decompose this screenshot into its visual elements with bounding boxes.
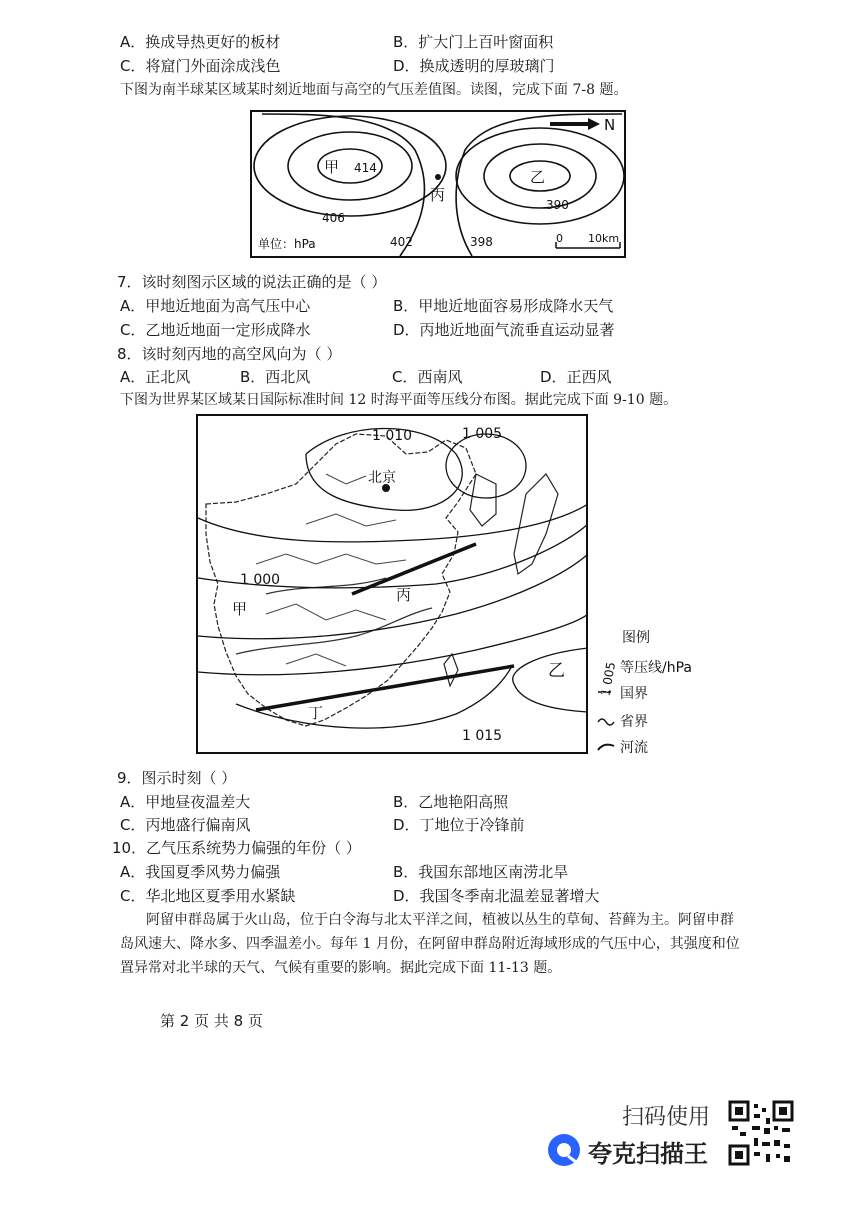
legend-isobar: 等压线/hPa xyxy=(620,660,692,676)
intro-9-10: 下图为世界某区域某日国际标准时间 12 时海平面等压线分布图。据此完成下面 9-10 题。 xyxy=(120,392,678,408)
passage-line-2: 岛风速大、降水多、四季温差小。每年 1 月份，在阿留申群岛附近海域形成的气压中心，其强度和位 xyxy=(120,936,740,952)
q7-option-d: D．丙地近地面气流垂直运动显著 xyxy=(393,321,615,339)
q8-option-a: A．正北风 xyxy=(120,368,191,386)
label-beijing: 北京 xyxy=(368,470,396,486)
isobar-1005: 1 005 xyxy=(462,426,503,442)
q6-option-a: A．换成导热更好的板材 xyxy=(120,33,281,51)
scan-label: 扫码使用 xyxy=(622,1105,711,1130)
isobar-map-figure xyxy=(196,414,588,754)
label-jia: 甲 xyxy=(324,158,340,176)
intro-7-8: 下图为南半球某区域某时刻近地面与高空的气压差值图。读图，完成下面 7-8 题。 xyxy=(120,82,628,98)
north-label: N xyxy=(604,116,616,134)
q7-stem: 7．该时刻图示区域的说法正确的是（ ） xyxy=(117,273,387,291)
label-jia-map: 甲 xyxy=(232,600,248,618)
isobar-1015: 1 015 xyxy=(462,728,503,744)
q9-stem: 9．图示时刻（ ） xyxy=(117,769,237,787)
scale-0: 0 xyxy=(556,232,563,245)
label-yi: 乙 xyxy=(530,168,546,186)
map-legend xyxy=(592,626,712,756)
qr-code-icon[interactable] xyxy=(728,1100,794,1166)
label-yi-map: 乙 xyxy=(548,661,565,681)
q9-option-c: C．丙地盛行偏南风 xyxy=(120,816,251,834)
label-406: 406 xyxy=(322,211,345,225)
passage-line-3: 置异常对北半球的天气、气候有重要的影响。据此完成下面 11-13 题。 xyxy=(120,960,562,976)
label-398: 398 xyxy=(470,235,493,249)
q9-option-b: B．乙地艳阳高照 xyxy=(393,793,509,811)
scale-10km: 10km xyxy=(588,232,620,245)
legend-title: 图例 xyxy=(622,630,650,646)
q6-option-d: D．换成透明的厚玻璃门 xyxy=(393,57,555,75)
q10-option-b: B．我国东部地区南涝北旱 xyxy=(393,863,569,881)
q9-option-d: D．丁地位于冷锋前 xyxy=(393,816,525,834)
q7-option-c: C．乙地近地面一定形成降水 xyxy=(120,321,311,339)
q6-option-c: C．将窟门外面涂成浅色 xyxy=(120,57,281,75)
brand-name: 夸克扫描王 xyxy=(588,1140,708,1168)
q8-option-b: B．西北风 xyxy=(240,368,311,386)
label-390: 390 xyxy=(546,198,569,212)
isobar-1010: 1 010 xyxy=(372,428,413,444)
q10-option-c: C．华北地区夏季用水紧缺 xyxy=(120,887,296,905)
q9-option-a: A．甲地昼夜温差大 xyxy=(120,793,251,811)
legend-province: 省界 xyxy=(620,714,648,730)
label-bing: 丙 xyxy=(430,186,446,204)
isobar-1000: 1 000 xyxy=(240,572,281,588)
pressure-difference-figure xyxy=(250,110,626,258)
page-number: 第 2 页 共 8 页 xyxy=(160,1012,263,1030)
q8-stem: 8．该时刻丙地的高空风向为（ ） xyxy=(117,345,342,363)
label-ding-map: 丁 xyxy=(308,704,324,722)
q8-option-c: C．西南风 xyxy=(392,368,463,386)
label-414: 414 xyxy=(354,161,377,175)
q7-option-a: A．甲地近地面为高气压中心 xyxy=(120,297,311,315)
legend-river: 河流 xyxy=(620,740,648,756)
legend-isobar-sample: 1 005 xyxy=(598,660,619,698)
q10-option-a: A．我国夏季风势力偏强 xyxy=(120,863,281,881)
quark-logo-icon xyxy=(546,1132,582,1168)
q10-stem: 10．乙气压系统势力偏强的年份（ ） xyxy=(112,839,361,857)
label-402: 402 xyxy=(390,235,413,249)
q8-option-d: D．正西风 xyxy=(540,368,612,386)
unit-label: 单位：hPa xyxy=(258,237,316,251)
passage-line-1: 阿留申群岛属于火山岛，位于白令海与北太平洋之间，植被以丛生的草甸、苔藓为主。阿留申群 xyxy=(146,912,734,928)
label-bing-map: 丙 xyxy=(396,586,412,604)
point-bing xyxy=(435,174,441,180)
q6-option-b: B．扩大门上百叶窗面积 xyxy=(393,33,554,51)
q7-option-b: B．甲地近地面容易形成降水天气 xyxy=(393,297,614,315)
legend-border: 国界 xyxy=(620,686,648,702)
q10-option-d: D．我国冬季南北温差显著增大 xyxy=(393,887,600,905)
